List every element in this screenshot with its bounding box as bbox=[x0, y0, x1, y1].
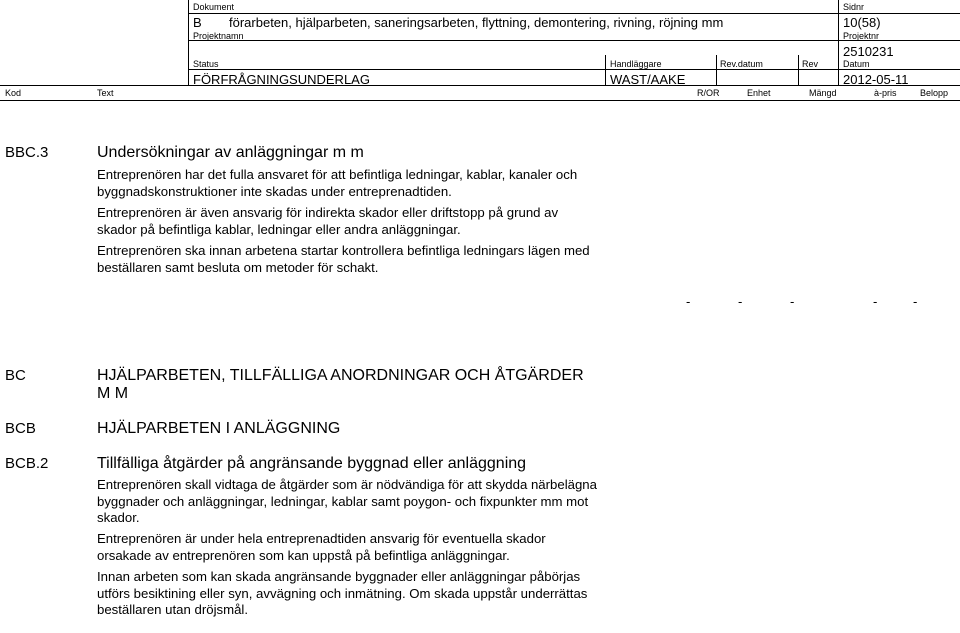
rev-label: Rev bbox=[802, 59, 819, 69]
section-title-bc: HJÄLPARBETEN, TILLFÄLLIGA ANORDNINGAR OCH ÅTGÄRDER M M bbox=[97, 367, 584, 402]
section-code-bcb: BCB bbox=[5, 420, 36, 437]
sidnr-label: Sidnr bbox=[843, 2, 865, 12]
col-enhet: Enhet bbox=[747, 88, 771, 98]
section-title-bcb2: Tillfälliga åtgärder på angränsande byggnad eller anläggning bbox=[97, 455, 527, 472]
header-divider-rev bbox=[798, 55, 799, 86]
projektnamn-label: Projektnamn bbox=[193, 31, 244, 41]
datum-value: 2012-05-11 bbox=[843, 72, 909, 87]
datum-label: Datum bbox=[843, 59, 870, 69]
handlaggare-label: Handläggare bbox=[610, 59, 662, 69]
paragraph-bcb2-1: Entreprenören skall vidtaga de åtgärder som är nödvändiga för att skydda närbelägna byggnader och anläggningar, ledningar, kablar samt poygon- och fixpunkter mm mot skador. bbox=[97, 477, 597, 525]
dash-belopp: - bbox=[913, 294, 918, 309]
paragraph-bbc3-3: Entreprenören ska innan arbetena startar kontrollera befintliga ledningars lägen med beställaren samt besluta om metoder för schakt. bbox=[97, 243, 590, 275]
dokument-code: B bbox=[193, 15, 202, 30]
col-kod: Kod bbox=[5, 88, 22, 98]
section-code-bbc3: BBC.3 bbox=[5, 144, 49, 161]
header-rule-1 bbox=[188, 13, 960, 14]
dokument-title: förarbeten, hjälparbeten, saneringsarbeten, flyttning, demontering, rivning, röjning mm bbox=[229, 15, 724, 30]
header-divider-sidnr bbox=[838, 0, 839, 86]
projektnr-value: 2510231 bbox=[843, 44, 894, 59]
paragraph-bcb2-2: Entreprenören är under hela entreprenadtiden ansvarig för eventuella skador orsakade av entreprenören som kan uppstå på befintliga anläggningar. bbox=[97, 531, 546, 563]
paragraph-bbc3-2: Entreprenören är även ansvarig för indirekta skador eller driftstopp på grund av skador på befintliga kablar, ledningar eller andra anläggningar. bbox=[97, 205, 559, 237]
header-rule-4 bbox=[0, 85, 960, 86]
dash-enhet: - bbox=[738, 294, 743, 309]
header-divider-revdat bbox=[716, 55, 717, 86]
dash-mangd: - bbox=[790, 294, 795, 309]
header-rule-3 bbox=[188, 69, 960, 70]
status-value: FÖRFRÅGNINGSUNDERLAG bbox=[193, 72, 370, 87]
dash-ror: - bbox=[686, 294, 691, 309]
dokument-label: Dokument bbox=[193, 2, 235, 12]
section-title-bcb: HJÄLPARBETEN I ANLÄGGNING bbox=[97, 420, 341, 437]
col-apris: à-pris bbox=[874, 88, 897, 98]
col-belopp: Belopp bbox=[920, 88, 949, 98]
col-mangd: Mängd bbox=[809, 88, 837, 98]
sidnr-value: 10(58) bbox=[843, 15, 881, 30]
projektnr-label: Projektnr bbox=[843, 31, 880, 41]
header-rule-5 bbox=[0, 100, 960, 101]
revdatum-label: Rev.datum bbox=[720, 59, 763, 69]
paragraph-bcb2-3: Innan arbeten som kan skada angränsande byggnader eller anläggningar påbörjas utförs besiktining eller syn, avvägning och inmätning. Om skada uppstår underrättas beställaren utan dröjsmål. bbox=[97, 569, 588, 617]
dash-apris: - bbox=[873, 294, 878, 309]
header-divider-handl bbox=[605, 55, 606, 86]
header-divider-left bbox=[188, 0, 189, 86]
section-code-bcb2: BCB.2 bbox=[5, 455, 49, 472]
col-text: Text bbox=[97, 88, 114, 98]
paragraph-bbc3-1: Entreprenören har det fulla ansvaret för att befintliga ledningar, kablar, kanaler och byggnadskonstruktioner inte skadas under entreprenadtiden. bbox=[97, 167, 578, 199]
col-ror: R/OR bbox=[697, 88, 720, 98]
section-code-bc: BC bbox=[5, 367, 26, 384]
status-label: Status bbox=[193, 59, 219, 69]
handlaggare-value: WAST/AAKE bbox=[610, 72, 686, 87]
section-title-bbc3: Undersökningar av anläggningar m m bbox=[97, 144, 364, 161]
